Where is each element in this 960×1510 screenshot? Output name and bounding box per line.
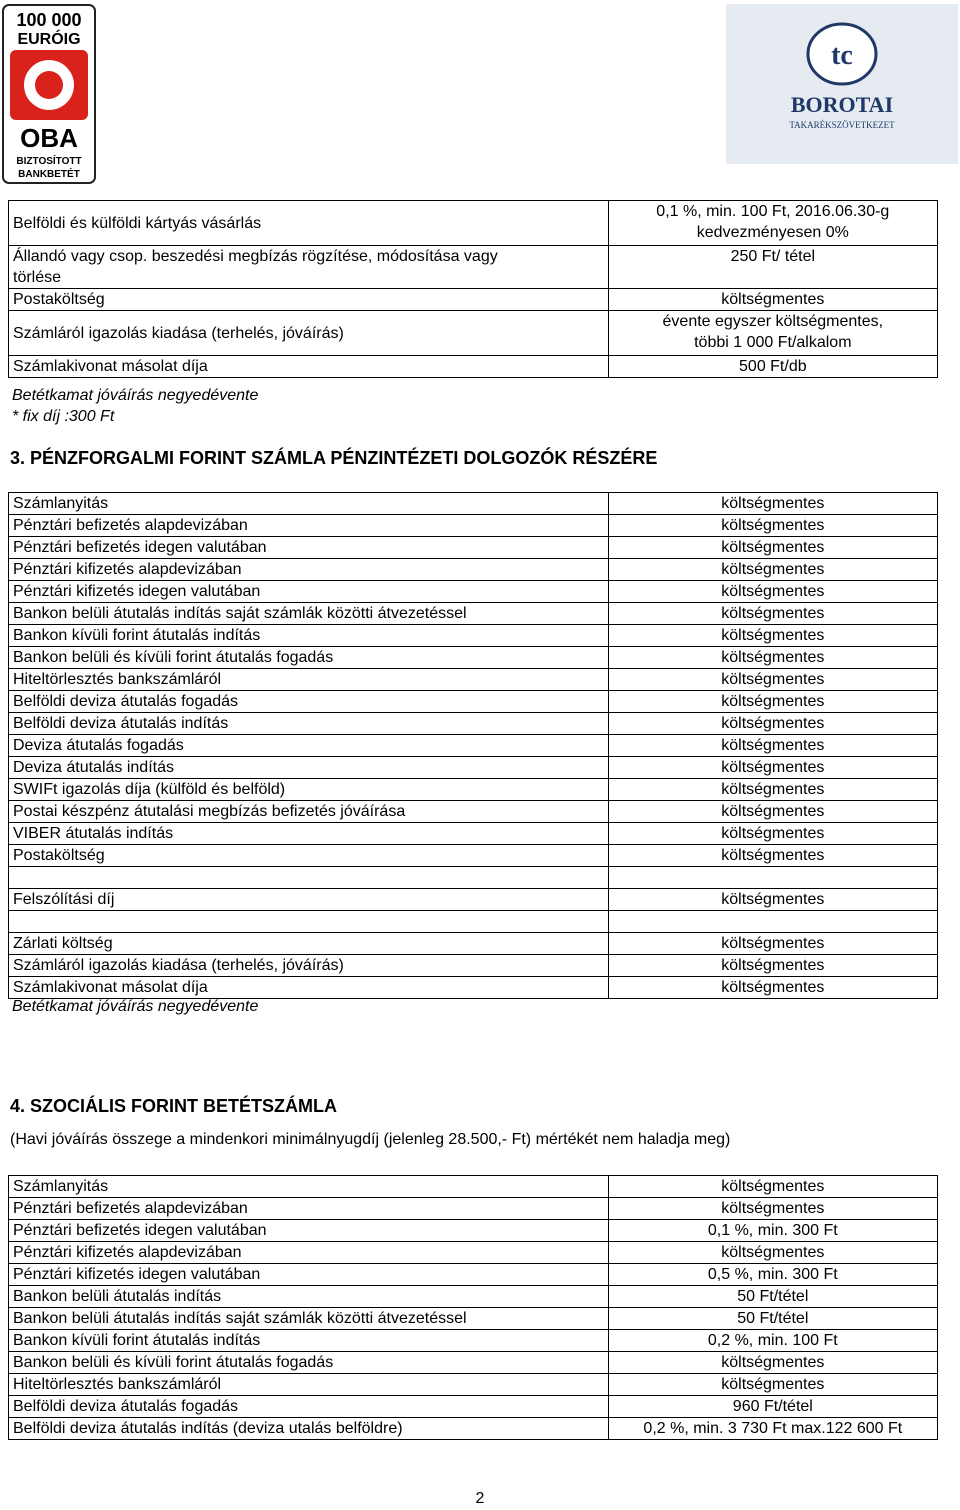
interest-note: Betétkamat jóváírás negyedévente bbox=[12, 387, 259, 404]
row-label: Belföldi deviza átutalás indítás bbox=[9, 713, 609, 735]
row-label: Felszólítási díj bbox=[9, 889, 609, 911]
oba-top-text: 100 000 bbox=[16, 10, 82, 30]
table-row bbox=[9, 735, 938, 757]
row-label: Zárlati költség bbox=[9, 933, 609, 955]
table-row bbox=[9, 246, 938, 289]
row-value: költségmentes bbox=[608, 735, 937, 757]
row-label-line1 bbox=[13, 246, 604, 267]
table-row bbox=[9, 1220, 938, 1242]
row-label: Bankon kívüli forint átutalás indítás bbox=[9, 1330, 609, 1352]
row-value bbox=[608, 201, 937, 246]
oba-text: OBA bbox=[20, 123, 78, 153]
table-row bbox=[9, 845, 938, 867]
section3-interest-note: Betétkamat jóváírás negyedévente bbox=[12, 998, 259, 1015]
table-row bbox=[9, 713, 938, 735]
row-value: költségmentes bbox=[608, 603, 937, 625]
table-row bbox=[9, 311, 938, 356]
header-line-4: 2015. október 20-tól bbox=[390, 83, 570, 104]
row-label: Pénztári kifizetés alapdevizában bbox=[9, 1242, 609, 1264]
table-row bbox=[9, 537, 938, 559]
row-value-line1: évente egyszer költségmentes, bbox=[662, 313, 884, 330]
row-value: költségmentes bbox=[608, 537, 937, 559]
table-row bbox=[9, 823, 938, 845]
header-line-2: SZÁMLAVEZETÉS DÍJTÉTELEI FOGYASZTÓK bbox=[273, 33, 687, 54]
row-value: 50 Ft/tétel bbox=[608, 1286, 937, 1308]
table-row bbox=[9, 1418, 938, 1440]
table-row bbox=[9, 1396, 938, 1418]
table-row bbox=[9, 867, 938, 889]
row-value: költségmentes bbox=[608, 581, 937, 603]
section2-table bbox=[8, 200, 938, 378]
row-label-text: Állandó vagy csop. beszedési megbízás rögzítése, módosítása vagy bbox=[13, 248, 498, 265]
row-value-line1: 0,1 %, min. 100 Ft, 2016.06.30-g bbox=[656, 203, 890, 220]
row-value: 500 Ft/db bbox=[608, 356, 937, 378]
row-value: költségmentes bbox=[608, 889, 937, 911]
table-row bbox=[9, 515, 938, 537]
row-value: költségmentes bbox=[608, 515, 937, 537]
borotai-logo bbox=[726, 4, 958, 164]
row-label bbox=[9, 911, 609, 933]
row-label: Pénztári kifizetés idegen valutában bbox=[9, 581, 609, 603]
row-value: költségmentes bbox=[608, 1374, 937, 1396]
row-value: költségmentes bbox=[608, 779, 937, 801]
oba-sub1: BIZTOSÍTOTT bbox=[16, 156, 82, 167]
table-row bbox=[9, 1198, 938, 1220]
row-label-line2: törlése bbox=[13, 269, 62, 286]
row-label: SWIFt igazolás díja (külföld és belföld) bbox=[9, 779, 609, 801]
row-value: költségmentes bbox=[608, 1176, 937, 1198]
row-label: Deviza átutalás indítás bbox=[9, 757, 609, 779]
row-value: 0,2 %, min. 3 730 Ft max.122 600 Ft bbox=[608, 1418, 937, 1440]
row-value: költségmentes bbox=[608, 757, 937, 779]
section3-title: 3. PÉNZFORGALMI FORINT SZÁMLA PÉNZINTÉZETI DOLGOZÓK RÉSZÉRE bbox=[10, 448, 658, 468]
table-row bbox=[9, 911, 938, 933]
row-value: 50 Ft/tétel bbox=[608, 1308, 937, 1330]
table-row bbox=[9, 493, 938, 515]
table-row bbox=[9, 889, 938, 911]
row-value: költségmentes bbox=[608, 691, 937, 713]
row-label: VIBER átutalás indítás bbox=[9, 823, 609, 845]
row-value bbox=[608, 311, 937, 356]
table-row bbox=[9, 201, 938, 246]
table-row bbox=[9, 801, 938, 823]
row-value: költségmentes bbox=[608, 289, 937, 311]
section2-notes bbox=[12, 385, 258, 427]
table-row bbox=[9, 581, 938, 603]
page-header bbox=[240, 6, 720, 106]
row-value-line2: többi 1 000 Ft/alkalom bbox=[694, 334, 852, 351]
row-label: Pénztári befizetés alapdevizában bbox=[9, 515, 609, 537]
row-value: 0,1 %, min. 300 Ft bbox=[608, 1220, 937, 1242]
row-label: Pénztári befizetés alapdevizában bbox=[9, 1198, 609, 1220]
row-value: 0,5 %, min. 300 Ft bbox=[608, 1264, 937, 1286]
row-label: Hiteltörlesztés bankszámláról bbox=[9, 669, 609, 691]
row-value: költségmentes bbox=[608, 801, 937, 823]
oba-euro-text: EURÓIG bbox=[17, 31, 81, 48]
section4-title: 4. SZOCIÁLIS FORINT BETÉTSZÁMLA bbox=[10, 1096, 337, 1116]
row-value: költségmentes bbox=[608, 823, 937, 845]
borotai-sub: TAKARÉKSZÖVETKEZET bbox=[789, 120, 895, 130]
table-row bbox=[9, 1374, 938, 1396]
table-row bbox=[9, 955, 938, 977]
row-value bbox=[608, 911, 937, 933]
row-value: költségmentes bbox=[608, 647, 937, 669]
row-label: Számláról igazolás kiadása (terhelés, jóváírás) bbox=[9, 311, 609, 356]
row-label: Bankon belüli átutalás indítás bbox=[9, 1286, 609, 1308]
section4-note: (Havi jóváírás összege a mindenkori minimálnyugdíj (jelenleg 28.500,- Ft) mértékét nem haladja meg) bbox=[10, 1131, 731, 1148]
row-label: Számlakivonat másolat díja bbox=[9, 356, 609, 378]
row-label bbox=[9, 246, 609, 289]
row-value: költségmentes bbox=[608, 845, 937, 867]
row-label: Belföldi deviza átutalás fogadás bbox=[9, 691, 609, 713]
row-value: költségmentes bbox=[608, 933, 937, 955]
table-row bbox=[9, 356, 938, 378]
row-value bbox=[608, 867, 937, 889]
row-label: Belföldi deviza átutalás indítás (deviza utalás belföldre) bbox=[9, 1418, 609, 1440]
row-label: Számlakivonat másolat díja bbox=[9, 977, 609, 999]
row-label: Bankon belüli és kívüli forint átutalás fogadás bbox=[9, 647, 609, 669]
header-line-1: BOROTAI TAKARÉKSZÖVETKEZET bbox=[319, 8, 641, 29]
row-value: 0,2 %, min. 100 Ft bbox=[608, 1330, 937, 1352]
row-label: Pénztári befizetés idegen valutában bbox=[9, 537, 609, 559]
row-value: költségmentes bbox=[608, 1242, 937, 1264]
table-row bbox=[9, 757, 938, 779]
row-value: költségmentes bbox=[608, 955, 937, 977]
row-label: Számlanyitás bbox=[9, 1176, 609, 1198]
row-label: Pénztári befizetés idegen valutában bbox=[9, 1220, 609, 1242]
table-row bbox=[9, 559, 938, 581]
row-label: Bankon kívüli forint átutalás indítás bbox=[9, 625, 609, 647]
row-label: Bankon belüli átutalás indítás saját számlák közötti átvezetéssel bbox=[9, 603, 609, 625]
section4-table bbox=[8, 1175, 938, 1440]
row-label: Postaköltség bbox=[9, 289, 609, 311]
row-value: költségmentes bbox=[608, 493, 937, 515]
row-value: költségmentes bbox=[608, 669, 937, 691]
row-value: költségmentes bbox=[608, 977, 937, 999]
row-value: költségmentes bbox=[608, 559, 937, 581]
table-row bbox=[9, 669, 938, 691]
row-label: Postaköltség bbox=[9, 845, 609, 867]
row-label: Számlanyitás bbox=[9, 493, 609, 515]
row-label: Számláról igazolás kiadása (terhelés, jóváírás) bbox=[9, 955, 609, 977]
borotai-mark: tc bbox=[831, 40, 853, 71]
table-row bbox=[9, 603, 938, 625]
table-row bbox=[9, 647, 938, 669]
row-label: Belföldi deviza átutalás fogadás bbox=[9, 1396, 609, 1418]
table-row bbox=[9, 1308, 938, 1330]
table-row bbox=[9, 779, 938, 801]
table-row bbox=[9, 1286, 938, 1308]
row-value: 960 Ft/tétel bbox=[608, 1396, 937, 1418]
table-row bbox=[9, 1176, 938, 1198]
row-label: Deviza átutalás fogadás bbox=[9, 735, 609, 757]
table-row bbox=[9, 1242, 938, 1264]
section3-table bbox=[8, 492, 938, 999]
table-row bbox=[9, 933, 938, 955]
row-label: Postai készpénz átutalási megbízás befizetés jóváírása bbox=[9, 801, 609, 823]
header-line-3: RÉSZÉRE bbox=[435, 58, 525, 79]
table-row bbox=[9, 625, 938, 647]
row-value: 250 Ft/ tétel bbox=[608, 246, 937, 289]
row-label bbox=[9, 867, 609, 889]
table-row bbox=[9, 691, 938, 713]
row-label: Pénztári kifizetés idegen valutában bbox=[9, 1264, 609, 1286]
table-row bbox=[9, 1352, 938, 1374]
row-label: Bankon belüli átutalás indítás saját számlák közötti átvezetéssel bbox=[9, 1308, 609, 1330]
row-value: költségmentes bbox=[608, 1352, 937, 1374]
row-value: költségmentes bbox=[608, 625, 937, 647]
oba-logo bbox=[2, 4, 96, 184]
table-row bbox=[9, 1264, 938, 1286]
row-value: költségmentes bbox=[608, 713, 937, 735]
table-row bbox=[9, 977, 938, 999]
row-value: költségmentes bbox=[608, 1198, 937, 1220]
row-label: Bankon belüli és kívüli forint átutalás fogadás bbox=[9, 1352, 609, 1374]
oba-sub2: BANKBETÉT bbox=[18, 169, 80, 180]
row-label: Pénztári kifizetés alapdevizában bbox=[9, 559, 609, 581]
row-value-line2: kedvezményesen 0% bbox=[696, 224, 849, 241]
borotai-brand: BOROTAI bbox=[790, 92, 894, 117]
row-label: Belföldi és külföldi kártyás vásárlás bbox=[9, 201, 609, 246]
fixed-fee-note: * fix díj :300 Ft bbox=[12, 408, 115, 425]
table-row bbox=[9, 1330, 938, 1352]
page-number: 2 bbox=[475, 1490, 485, 1507]
table-row bbox=[9, 289, 938, 311]
row-label: Hiteltörlesztés bankszámláról bbox=[9, 1374, 609, 1396]
